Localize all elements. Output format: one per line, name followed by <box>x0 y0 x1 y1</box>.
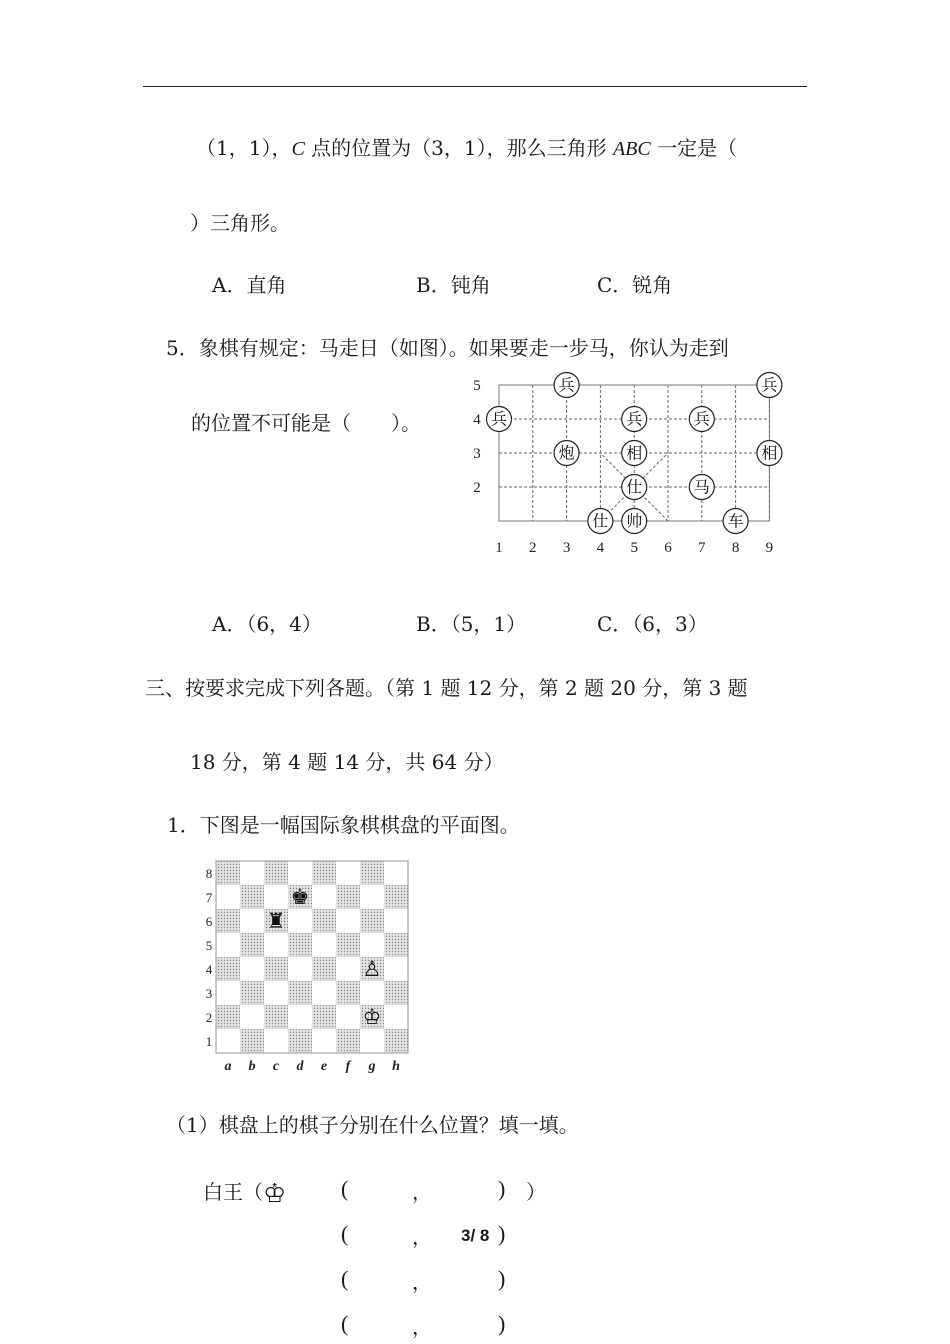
xq-piece-label: 仕 <box>592 511 609 531</box>
chess-board-figure <box>196 857 416 1082</box>
q4-triangle-abc: ABC <box>612 138 651 160</box>
chess-square-light <box>336 1005 360 1029</box>
xq-x-label: 7 <box>698 540 706 556</box>
chess-rank-label: 3 <box>205 986 213 1001</box>
chess-square-light <box>312 885 336 909</box>
chess-square-dark <box>216 909 240 933</box>
chess-square-dark <box>384 981 408 1005</box>
xq-piece <box>622 475 647 500</box>
q4-line-1 <box>196 136 737 161</box>
chess-square-dark <box>336 885 360 909</box>
xq-piece-label: 帅 <box>626 511 643 531</box>
answer-2-close: ) <box>498 1221 506 1246</box>
chess-square-dark <box>312 861 336 885</box>
white-king-label-text: 白王（ <box>203 1180 263 1204</box>
chess-square-dark <box>288 1029 312 1053</box>
chess-square-light <box>384 861 408 885</box>
chess-square-light <box>264 981 288 1005</box>
xq-x-label: 4 <box>596 540 605 556</box>
chess-square-light <box>336 861 360 885</box>
chess-square-dark <box>312 909 336 933</box>
xq-piece <box>588 509 613 534</box>
chess-square-light <box>288 909 312 933</box>
chess-square-light <box>312 981 336 1005</box>
q4-text-d: 一定是（ <box>650 136 738 160</box>
q5-option-b: B．（5，1） <box>416 612 527 636</box>
chess-square-light <box>360 981 384 1005</box>
chess-square-light <box>264 933 288 957</box>
answer-4-close: ) <box>498 1311 506 1336</box>
chess-file-label: f <box>345 1059 351 1074</box>
xq-x-label: 1 <box>495 540 503 556</box>
white-king-label <box>203 1179 287 1209</box>
chess-square-light <box>360 933 384 957</box>
chess-square-dark <box>360 909 384 933</box>
chess-rank-label: 2 <box>205 1010 213 1025</box>
xq-x-label: 6 <box>664 540 672 556</box>
xq-piece <box>689 407 714 432</box>
xq-piece <box>622 441 647 466</box>
chess-square-dark <box>312 957 336 981</box>
chess-square-dark <box>264 1005 288 1029</box>
xq-y-label: 2 <box>473 480 481 496</box>
xq-x-label: 3 <box>562 540 571 556</box>
chess-file-label: d <box>296 1059 304 1074</box>
answer-3-comma: ， <box>412 1270 432 1294</box>
q5-option-a: A．（6，4） <box>212 612 322 636</box>
chess-square-dark <box>240 1029 264 1053</box>
chess-square-dark <box>312 1005 336 1029</box>
chess-square-light <box>216 933 240 957</box>
chess-square-dark <box>336 933 360 957</box>
chess-square-light <box>216 1029 240 1053</box>
xq-piece-label: 马 <box>693 477 710 497</box>
xq-piece <box>622 509 647 534</box>
chess-square-dark <box>336 1029 360 1053</box>
chess-square-light <box>384 957 408 981</box>
chess-square-light <box>360 1029 384 1053</box>
chess-rank-label: 7 <box>205 890 213 905</box>
xq-piece-label: 兵 <box>761 375 778 395</box>
xiangqi-board-figure <box>466 370 796 560</box>
white-king-close: ） <box>526 1180 546 1204</box>
q4-line-2: ）三角形。 <box>190 211 290 235</box>
chess-square-light <box>360 885 384 909</box>
chess-square-light <box>336 957 360 981</box>
chess-square-dark <box>264 861 288 885</box>
chess-square-dark <box>288 981 312 1005</box>
answer-1-open: ( <box>341 1176 349 1201</box>
chess-square-light <box>240 909 264 933</box>
chess-square-light <box>264 1029 288 1053</box>
xq-x-label: 5 <box>630 540 638 556</box>
page-number: 3/ 8 <box>461 1226 490 1245</box>
xq-piece <box>487 407 512 432</box>
xq-piece-label: 兵 <box>626 409 643 429</box>
chess-square-light <box>312 1029 336 1053</box>
chess-square-light <box>240 1005 264 1029</box>
chess-square-dark <box>216 1005 240 1029</box>
chess-square-light <box>288 1005 312 1029</box>
xq-piece-label: 车 <box>727 511 744 531</box>
chess-square-dark <box>264 957 288 981</box>
xq-piece-label: 相 <box>626 443 643 463</box>
chess-square-dark <box>240 981 264 1005</box>
chess-square-dark <box>216 861 240 885</box>
section3-heading-line-2: 18 分，第 4 题 14 分，共 64 分） <box>190 750 504 774</box>
xq-piece-label: 兵 <box>490 409 508 429</box>
xq-piece <box>689 475 714 500</box>
xq-x-label: 9 <box>765 540 774 556</box>
chess-square-dark <box>384 885 408 909</box>
chess-square-dark <box>216 957 240 981</box>
chess-square-light <box>264 885 288 909</box>
q1-sub1: （1）棋盘上的棋子分别在什么位置？填一填。 <box>166 1113 579 1137</box>
chess-file-label: e <box>320 1059 328 1074</box>
chess-square-light <box>384 1005 408 1029</box>
chess-piece-white-pawn: ♙ <box>362 957 382 981</box>
chess-square-light <box>240 861 264 885</box>
chess-square-dark <box>360 861 384 885</box>
xq-y-label: 4 <box>473 412 481 428</box>
xq-piece <box>757 373 782 398</box>
xq-piece <box>757 441 782 466</box>
chess-square-light <box>312 933 336 957</box>
chess-square-light <box>240 957 264 981</box>
xq-piece <box>554 441 579 466</box>
chess-square-light <box>288 861 312 885</box>
q4-text-b: 点的位置为（3，1），那么三角形 <box>304 136 613 160</box>
chess-square-light <box>336 909 360 933</box>
chess-square-light <box>288 957 312 981</box>
chess-rank-label: 8 <box>205 866 213 881</box>
xq-piece-label: 兵 <box>558 375 575 395</box>
q5-line-2: 的位置不可能是（ ）。 <box>191 411 421 435</box>
chess-square-dark <box>240 885 264 909</box>
xq-piece-label: 相 <box>761 443 778 463</box>
chess-square-light <box>384 909 408 933</box>
chess-file-label: g <box>368 1059 376 1074</box>
answer-3-open: ( <box>341 1266 349 1291</box>
q1-text: 1．下图是一幅国际象棋棋盘的平面图。 <box>167 813 520 837</box>
xq-piece-label: 炮 <box>558 443 575 463</box>
chess-file-label: b <box>248 1059 256 1074</box>
chess-piece-black-rook: ♜ <box>266 909 286 933</box>
chess-square-dark <box>288 933 312 957</box>
section3-heading-line-1: 三、按要求完成下列各题。（第 1 题 12 分，第 2 题 20 分，第 3 题 <box>145 676 748 700</box>
chess-square-dark <box>336 981 360 1005</box>
q5-line-1: 5．象棋有规定：马走日（如图）。如果要走一步马，你认为走到 <box>166 336 729 360</box>
chess-piece-black-king: ♚ <box>290 885 310 909</box>
header-rule <box>143 86 807 87</box>
chess-square-dark <box>384 933 408 957</box>
chess-piece-white-king: ♔ <box>362 1005 382 1029</box>
chess-rank-label: 1 <box>205 1034 213 1049</box>
chess-square-light <box>216 981 240 1005</box>
answer-3-close: ) <box>498 1266 506 1291</box>
answer-2-open: ( <box>341 1221 349 1246</box>
answer-4-comma: ， <box>412 1315 432 1339</box>
chess-rank-label: 6 <box>205 914 213 929</box>
q4-option-c: C．锐角 <box>597 273 673 297</box>
xq-piece <box>622 407 647 432</box>
q4-option-b: B．钝角 <box>416 273 491 297</box>
white-king-icon: ♔ <box>263 1179 287 1209</box>
q4-point-c: C <box>291 138 305 160</box>
xq-y-label: 5 <box>473 378 481 394</box>
xq-piece <box>723 509 748 534</box>
xq-piece-label: 仕 <box>626 477 643 497</box>
chess-file-label: a <box>224 1059 232 1074</box>
chess-file-label: h <box>392 1059 400 1074</box>
answer-4-open: ( <box>341 1311 349 1336</box>
chess-square-dark <box>240 933 264 957</box>
xq-x-label: 2 <box>529 540 537 556</box>
answer-2-comma: ， <box>412 1225 432 1249</box>
chess-rank-label: 4 <box>205 962 213 977</box>
answer-1-comma: ， <box>412 1180 432 1204</box>
chess-square-light <box>216 885 240 909</box>
xq-y-label: 3 <box>473 446 481 462</box>
q4-option-a: A．直角 <box>212 273 287 297</box>
xq-piece <box>554 373 579 398</box>
xq-x-label: 8 <box>731 540 740 556</box>
chess-file-label: c <box>272 1059 280 1074</box>
xq-piece-label: 兵 <box>693 409 710 429</box>
q4-text-a: （1，1）， <box>196 136 292 160</box>
answer-1-close: ) <box>498 1176 506 1201</box>
chess-rank-label: 5 <box>205 938 213 953</box>
chess-square-dark <box>384 1029 408 1053</box>
q5-option-c: C．（6，3） <box>597 612 708 636</box>
